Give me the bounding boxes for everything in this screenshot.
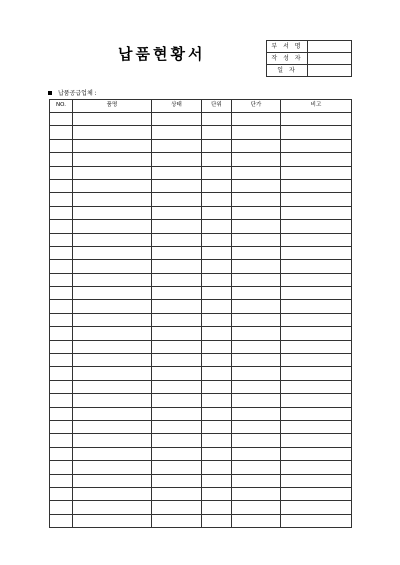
table-cell[interactable]	[281, 287, 352, 300]
table-cell[interactable]	[50, 139, 73, 152]
table-row	[50, 380, 352, 393]
table-row	[50, 474, 352, 487]
table-row	[50, 166, 352, 179]
table-cell[interactable]	[50, 179, 73, 192]
table-cell[interactable]	[281, 367, 352, 380]
table-cell[interactable]	[232, 380, 281, 393]
table-cell[interactable]	[50, 313, 73, 326]
table-cell[interactable]	[73, 487, 152, 500]
square-bullet-icon	[48, 91, 52, 95]
table-cell[interactable]	[50, 514, 73, 527]
table-cell[interactable]	[50, 260, 73, 273]
table-cell[interactable]	[202, 233, 232, 246]
table-row	[50, 487, 352, 500]
table-cell[interactable]	[50, 193, 73, 206]
table-cell[interactable]	[73, 380, 152, 393]
table-cell[interactable]	[152, 126, 202, 139]
table-cell[interactable]	[281, 313, 352, 326]
approval-value-author[interactable]	[308, 53, 352, 65]
table-cell[interactable]	[232, 461, 281, 474]
table-cell[interactable]	[73, 501, 152, 514]
table-cell[interactable]	[202, 380, 232, 393]
approval-row	[267, 65, 352, 77]
table-cell[interactable]	[232, 340, 281, 353]
table-cell[interactable]	[281, 474, 352, 487]
table-cell[interactable]	[50, 153, 73, 166]
table-cell[interactable]	[281, 206, 352, 219]
table-cell[interactable]	[202, 193, 232, 206]
table-cell[interactable]	[50, 233, 73, 246]
table-cell[interactable]	[232, 487, 281, 500]
table-cell[interactable]	[202, 313, 232, 326]
table-cell[interactable]	[281, 300, 352, 313]
column-header-unit: 단위	[202, 100, 232, 113]
table-cell[interactable]	[232, 327, 281, 340]
approval-label-department: 부 서 명	[267, 41, 308, 53]
table-cell[interactable]	[50, 246, 73, 259]
table-cell[interactable]	[232, 113, 281, 126]
table-cell[interactable]	[152, 461, 202, 474]
table-cell[interactable]	[232, 501, 281, 514]
table-cell[interactable]	[281, 514, 352, 527]
table-row	[50, 287, 352, 300]
table-cell[interactable]	[232, 193, 281, 206]
table-cell[interactable]	[202, 394, 232, 407]
table-row	[50, 420, 352, 433]
table-cell[interactable]	[50, 407, 73, 420]
table-cell[interactable]	[50, 273, 73, 286]
table-cell[interactable]	[281, 113, 352, 126]
table-cell[interactable]	[232, 233, 281, 246]
approval-value-date[interactable]	[308, 65, 352, 77]
document-title: 납품현황서	[118, 45, 206, 63]
table-cell[interactable]	[73, 193, 152, 206]
table-cell[interactable]	[152, 287, 202, 300]
table-row	[50, 501, 352, 514]
table-cell[interactable]	[73, 300, 152, 313]
table-cell[interactable]	[202, 340, 232, 353]
table-cell[interactable]	[232, 206, 281, 219]
table-row	[50, 193, 352, 206]
table-cell[interactable]	[73, 461, 152, 474]
table-cell[interactable]	[232, 179, 281, 192]
table-cell[interactable]	[281, 394, 352, 407]
table-cell[interactable]	[152, 113, 202, 126]
table-cell[interactable]	[281, 139, 352, 152]
table-cell[interactable]	[73, 474, 152, 487]
table-cell[interactable]	[202, 139, 232, 152]
table-cell[interactable]	[232, 514, 281, 527]
delivery-table	[49, 99, 352, 528]
table-cell[interactable]	[281, 153, 352, 166]
table-row	[50, 327, 352, 340]
table-cell[interactable]	[73, 113, 152, 126]
table-cell[interactable]	[202, 474, 232, 487]
table-cell[interactable]	[202, 126, 232, 139]
column-header-remarks: 비고	[281, 100, 352, 113]
table-cell[interactable]	[281, 407, 352, 420]
table-cell[interactable]	[73, 340, 152, 353]
table-row	[50, 126, 352, 139]
table-cell[interactable]	[152, 447, 202, 460]
table-cell[interactable]	[152, 179, 202, 192]
table-cell[interactable]	[152, 434, 202, 447]
table-cell[interactable]	[202, 153, 232, 166]
table-cell[interactable]	[281, 220, 352, 233]
table-cell[interactable]	[152, 407, 202, 420]
table-cell[interactable]	[281, 420, 352, 433]
supplier-label: 납품공급업체 :	[58, 90, 97, 97]
column-header-status: 상태	[152, 100, 202, 113]
table-cell[interactable]	[202, 300, 232, 313]
table-cell[interactable]	[73, 354, 152, 367]
table-cell[interactable]	[202, 246, 232, 259]
table-cell[interactable]	[73, 246, 152, 259]
table-cell[interactable]	[50, 367, 73, 380]
table-cell[interactable]	[202, 179, 232, 192]
table-cell[interactable]	[281, 260, 352, 273]
table-cell[interactable]	[202, 287, 232, 300]
table-cell[interactable]	[50, 327, 73, 340]
table-cell[interactable]	[152, 153, 202, 166]
table-cell[interactable]	[232, 153, 281, 166]
table-cell[interactable]	[232, 220, 281, 233]
table-row	[50, 407, 352, 420]
table-cell[interactable]	[152, 193, 202, 206]
table-row	[50, 260, 352, 273]
table-cell[interactable]	[232, 166, 281, 179]
table-cell[interactable]	[73, 327, 152, 340]
table-cell[interactable]	[73, 166, 152, 179]
table-cell[interactable]	[281, 233, 352, 246]
table-cell[interactable]	[152, 380, 202, 393]
table-cell[interactable]	[152, 514, 202, 527]
column-header-unit-price: 단가	[232, 100, 281, 113]
table-cell[interactable]	[73, 206, 152, 219]
table-cell[interactable]	[281, 461, 352, 474]
table-cell[interactable]	[152, 313, 202, 326]
table-cell[interactable]	[281, 126, 352, 139]
table-cell[interactable]	[50, 354, 73, 367]
table-cell[interactable]	[152, 420, 202, 433]
table-cell[interactable]	[202, 206, 232, 219]
table-row	[50, 340, 352, 353]
table-cell[interactable]	[152, 220, 202, 233]
table-cell[interactable]	[73, 514, 152, 527]
table-row	[50, 354, 352, 367]
table-row	[50, 179, 352, 192]
approval-table	[266, 40, 352, 77]
table-cell[interactable]	[73, 420, 152, 433]
table-cell[interactable]	[73, 220, 152, 233]
table-cell[interactable]	[202, 487, 232, 500]
table-cell[interactable]	[73, 287, 152, 300]
table-header-row	[50, 100, 352, 113]
table-cell[interactable]	[152, 501, 202, 514]
table-cell[interactable]	[50, 166, 73, 179]
table-cell[interactable]	[152, 139, 202, 152]
table-cell[interactable]	[281, 340, 352, 353]
table-cell[interactable]	[50, 340, 73, 353]
table-cell[interactable]	[50, 447, 73, 460]
table-row	[50, 113, 352, 126]
table-cell[interactable]	[202, 367, 232, 380]
table-cell[interactable]	[50, 126, 73, 139]
table-cell[interactable]	[232, 139, 281, 152]
table-cell[interactable]	[50, 113, 73, 126]
table-row	[50, 461, 352, 474]
table-cell[interactable]	[232, 260, 281, 273]
table-cell[interactable]	[202, 113, 232, 126]
table-cell[interactable]	[152, 246, 202, 259]
table-row	[50, 153, 352, 166]
table-cell[interactable]	[73, 313, 152, 326]
table-row	[50, 394, 352, 407]
table-row	[50, 367, 352, 380]
table-cell[interactable]	[73, 447, 152, 460]
approval-label-date: 일 자	[267, 65, 308, 77]
table-cell[interactable]	[152, 300, 202, 313]
table-cell[interactable]	[50, 220, 73, 233]
table-cell[interactable]	[281, 179, 352, 192]
table-cell[interactable]	[73, 407, 152, 420]
table-cell[interactable]	[152, 394, 202, 407]
table-cell[interactable]	[232, 434, 281, 447]
table-cell[interactable]	[232, 447, 281, 460]
table-cell[interactable]	[232, 126, 281, 139]
table-cell[interactable]	[152, 340, 202, 353]
column-header-no: NO.	[50, 100, 73, 113]
table-cell[interactable]	[232, 407, 281, 420]
approval-row	[267, 41, 352, 53]
table-cell[interactable]	[281, 434, 352, 447]
table-row	[50, 206, 352, 219]
table-cell[interactable]	[202, 461, 232, 474]
table-cell[interactable]	[202, 514, 232, 527]
approval-row	[267, 53, 352, 65]
table-cell[interactable]	[232, 287, 281, 300]
table-cell[interactable]	[202, 501, 232, 514]
table-cell[interactable]	[281, 327, 352, 340]
table-cell[interactable]	[73, 126, 152, 139]
table-cell[interactable]	[152, 474, 202, 487]
table-row	[50, 273, 352, 286]
table-cell[interactable]	[50, 300, 73, 313]
table-cell[interactable]	[232, 367, 281, 380]
table-row	[50, 434, 352, 447]
table-cell[interactable]	[73, 260, 152, 273]
table-cell[interactable]	[152, 233, 202, 246]
table-row	[50, 313, 352, 326]
table-cell[interactable]	[281, 193, 352, 206]
supplier-section	[48, 88, 97, 97]
table-cell[interactable]	[73, 139, 152, 152]
table-row	[50, 300, 352, 313]
table-cell[interactable]	[152, 206, 202, 219]
table-cell[interactable]	[152, 354, 202, 367]
table-cell[interactable]	[232, 354, 281, 367]
table-cell[interactable]	[281, 487, 352, 500]
table-cell[interactable]	[152, 260, 202, 273]
table-cell[interactable]	[73, 233, 152, 246]
table-cell[interactable]	[50, 461, 73, 474]
table-row	[50, 246, 352, 259]
table-body	[50, 113, 352, 528]
table-cell[interactable]	[50, 501, 73, 514]
table-cell[interactable]	[281, 380, 352, 393]
table-cell[interactable]	[50, 287, 73, 300]
table-cell[interactable]	[232, 273, 281, 286]
table-cell[interactable]	[232, 313, 281, 326]
table-cell[interactable]	[152, 327, 202, 340]
table-row	[50, 233, 352, 246]
table-cell[interactable]	[73, 394, 152, 407]
table-cell[interactable]	[202, 220, 232, 233]
table-cell[interactable]	[50, 434, 73, 447]
table-cell[interactable]	[202, 447, 232, 460]
table-row	[50, 220, 352, 233]
column-header-item-name: 품명	[73, 100, 152, 113]
approval-label-author: 작 성 자	[267, 53, 308, 65]
table-row	[50, 514, 352, 527]
table-cell[interactable]	[152, 367, 202, 380]
table-cell[interactable]	[73, 153, 152, 166]
table-cell[interactable]	[50, 420, 73, 433]
table-cell[interactable]	[232, 300, 281, 313]
table-row	[50, 139, 352, 152]
table-cell[interactable]	[232, 246, 281, 259]
table-cell[interactable]	[281, 246, 352, 259]
table-cell[interactable]	[50, 487, 73, 500]
table-cell[interactable]	[281, 273, 352, 286]
table-cell[interactable]	[202, 434, 232, 447]
table-cell[interactable]	[281, 354, 352, 367]
table-cell[interactable]	[50, 474, 73, 487]
table-cell[interactable]	[232, 474, 281, 487]
table-cell[interactable]	[50, 206, 73, 219]
table-cell[interactable]	[202, 260, 232, 273]
table-cell[interactable]	[50, 380, 73, 393]
table-cell[interactable]	[232, 394, 281, 407]
table-row	[50, 447, 352, 460]
table-cell[interactable]	[152, 273, 202, 286]
table-cell[interactable]	[232, 420, 281, 433]
table-cell[interactable]	[281, 447, 352, 460]
table-cell[interactable]	[202, 354, 232, 367]
table-cell[interactable]	[152, 487, 202, 500]
table-cell[interactable]	[73, 179, 152, 192]
table-cell[interactable]	[73, 367, 152, 380]
table-cell[interactable]	[73, 273, 152, 286]
table-cell[interactable]	[152, 166, 202, 179]
table-cell[interactable]	[202, 420, 232, 433]
table-cell[interactable]	[202, 407, 232, 420]
table-cell[interactable]	[281, 166, 352, 179]
table-cell[interactable]	[50, 394, 73, 407]
table-cell[interactable]	[202, 166, 232, 179]
table-cell[interactable]	[202, 327, 232, 340]
approval-value-department[interactable]	[308, 41, 352, 53]
table-cell[interactable]	[73, 434, 152, 447]
table-cell[interactable]	[281, 501, 352, 514]
table-cell[interactable]	[202, 273, 232, 286]
